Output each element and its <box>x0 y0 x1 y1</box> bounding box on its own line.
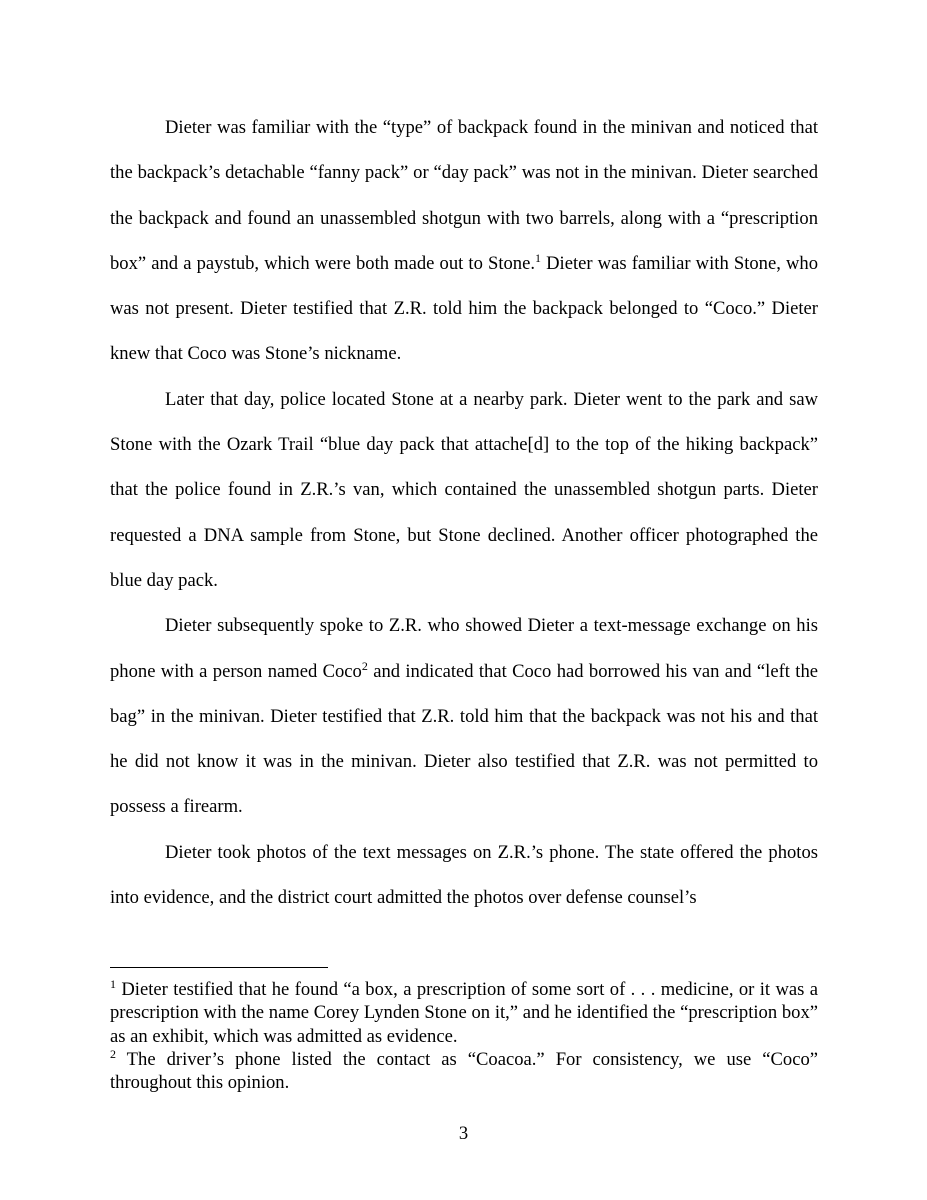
footnote-1 <box>110 978 818 1048</box>
footnote-2 <box>110 1048 818 1095</box>
paragraph-3-text-b: and indicated that Coco had borrowed his van and “left the bag” in the minivan. Dieter testified that Z.R. told him that the backpack was not his and that he did not know it was in the minivan. Dieter also testified that Z.R. was not permitted to possess a firearm. <box>110 660 818 818</box>
paragraph-3 <box>110 603 818 829</box>
paragraph-1 <box>110 105 818 377</box>
paragraph-1-text-b: Dieter was familiar with Stone, who was not present. Dieter testified that Z.R. told him the backpack belonged to “Coco.” Dieter knew that Coco was Stone’s nickname. <box>110 252 818 365</box>
paragraph-1-text-a: Dieter was familiar with the “type” of backpack found in the minivan and noticed that the backpack’s detachable “fanny pack” or “day pack” was not in the minivan. Dieter searched the backpack and found an unassembled shotgun with two barrels, along with a “prescription box” and a paystub, which were both made out to Stone. <box>110 117 818 274</box>
footnote-2-marker: 2 <box>110 1046 116 1061</box>
footnotes <box>110 978 818 1094</box>
paragraph-4: Dieter took photos of the text messages on Z.R.’s phone. The state offered the photos into evidence, and the district court admitted the photos over defense counsel’s <box>110 841 818 909</box>
footnote-reference-1: 1 <box>535 250 541 265</box>
footnote-divider <box>110 967 328 968</box>
footnote-2-text: The driver’s phone listed the contact as “Coacoa.” For consistency, we use “Coco” throughout this opinion. <box>110 1048 818 1094</box>
paragraph-3-text-a: Dieter subsequently spoke to Z.R. who showed Dieter a text-message exchange on his phone with a person named Coco <box>110 615 818 682</box>
footnote-1-text: Dieter testified that he found “a box, a prescription of some sort of . . . medicine, or it was a prescription with the name Corey Lynden Stone on it,” and he identified the “prescription box” as an exhibit, which was admitted as evidence. <box>110 979 818 1047</box>
footnote-1-marker: 1 <box>110 976 116 991</box>
footnote-reference-2: 2 <box>361 658 368 673</box>
page-number: 3 <box>458 1123 469 1144</box>
paragraph-2: Later that day, police located Stone at a nearby park. Dieter went to the park and saw Stone with the Ozark Trail “blue day pack that attache[d] to the top of the hiking backpack” that the police found in Z.R.’s van, which contained the unassembled shotgun parts. Dieter requested a DNA sample from Stone, but Stone declined. Another officer photographed the blue day pack. <box>110 388 818 591</box>
body-text <box>110 105 818 920</box>
